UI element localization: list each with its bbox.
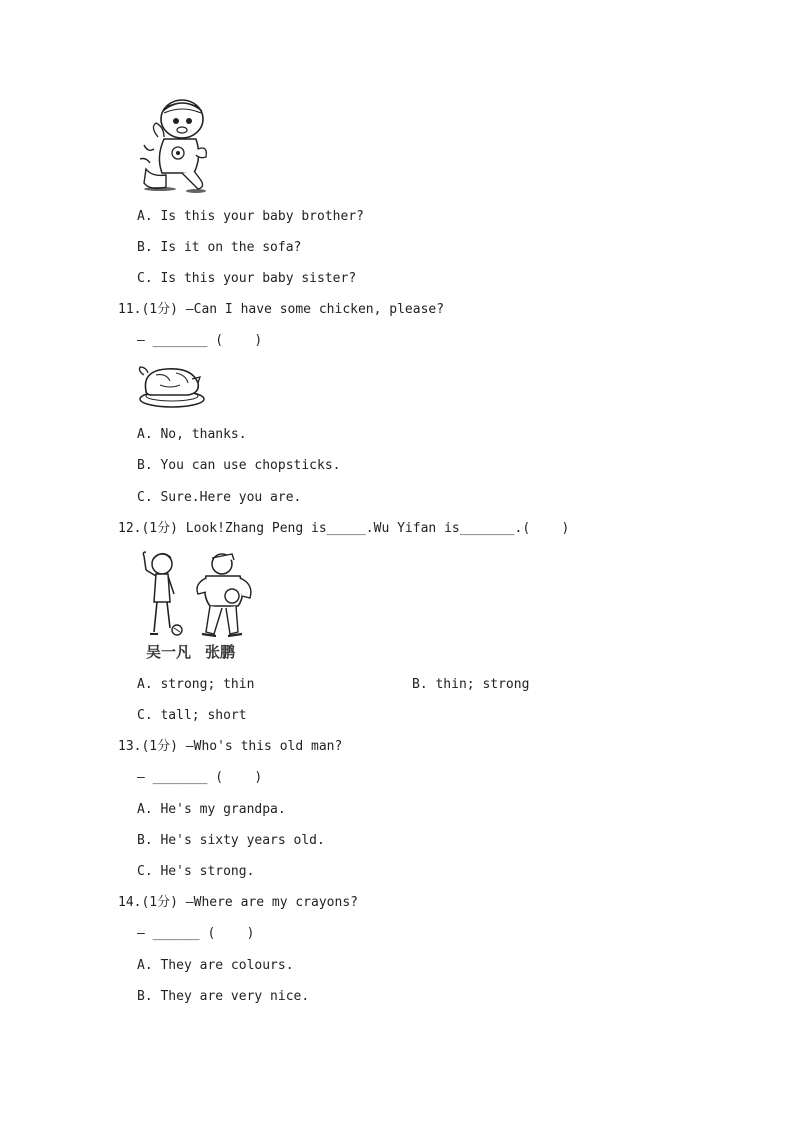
q12-question: 12.(1分) Look!Zhang Peng is_____.Wu Yifan is_______.( ) (118, 521, 570, 536)
q13-option-c[interactable]: C. He's strong. (137, 864, 255, 879)
q10-option-c[interactable]: C. Is this your baby sister? (137, 271, 357, 286)
q12-option-a[interactable]: A. strong; thin (137, 677, 255, 692)
q11-question: 11.(1分) –Can I have some chicken, please? (118, 302, 445, 317)
q11-option-c[interactable]: C. Sure.Here you are. (137, 490, 302, 505)
label-zhang-peng: 张鹏 (205, 643, 236, 661)
q14-option-b[interactable]: B. They are very nice. (137, 989, 310, 1004)
q14-option-a[interactable]: A. They are colours. (137, 958, 294, 973)
q11-option-a[interactable]: A. No, thanks. (137, 427, 247, 442)
two-boys-picture (140, 550, 260, 642)
baby-picture (136, 97, 214, 195)
label-wu-yifan: 吴一凡 (146, 643, 192, 661)
q13-question: 13.(1分) –Who's this old man? (118, 739, 343, 754)
q13-answer-line: – _______ ( ) (137, 770, 263, 785)
q12-option-c[interactable]: C. tall; short (137, 708, 247, 723)
q12-option-b[interactable]: B. thin; strong (412, 677, 530, 692)
roast-chicken-picture (136, 363, 208, 409)
q14-answer-line: – ______ ( ) (137, 926, 255, 941)
q10-option-a[interactable]: A. Is this your baby brother? (137, 209, 364, 224)
q13-option-a[interactable]: A. He's my grandpa. (137, 802, 286, 817)
q11-answer-line: – _______ ( ) (137, 333, 263, 348)
q13-option-b[interactable]: B. He's sixty years old. (137, 833, 325, 848)
q10-option-b[interactable]: B. Is it on the sofa? (137, 240, 302, 255)
q14-question: 14.(1分) –Where are my crayons? (118, 895, 358, 910)
q11-option-b[interactable]: B. You can use chopsticks. (137, 458, 341, 473)
